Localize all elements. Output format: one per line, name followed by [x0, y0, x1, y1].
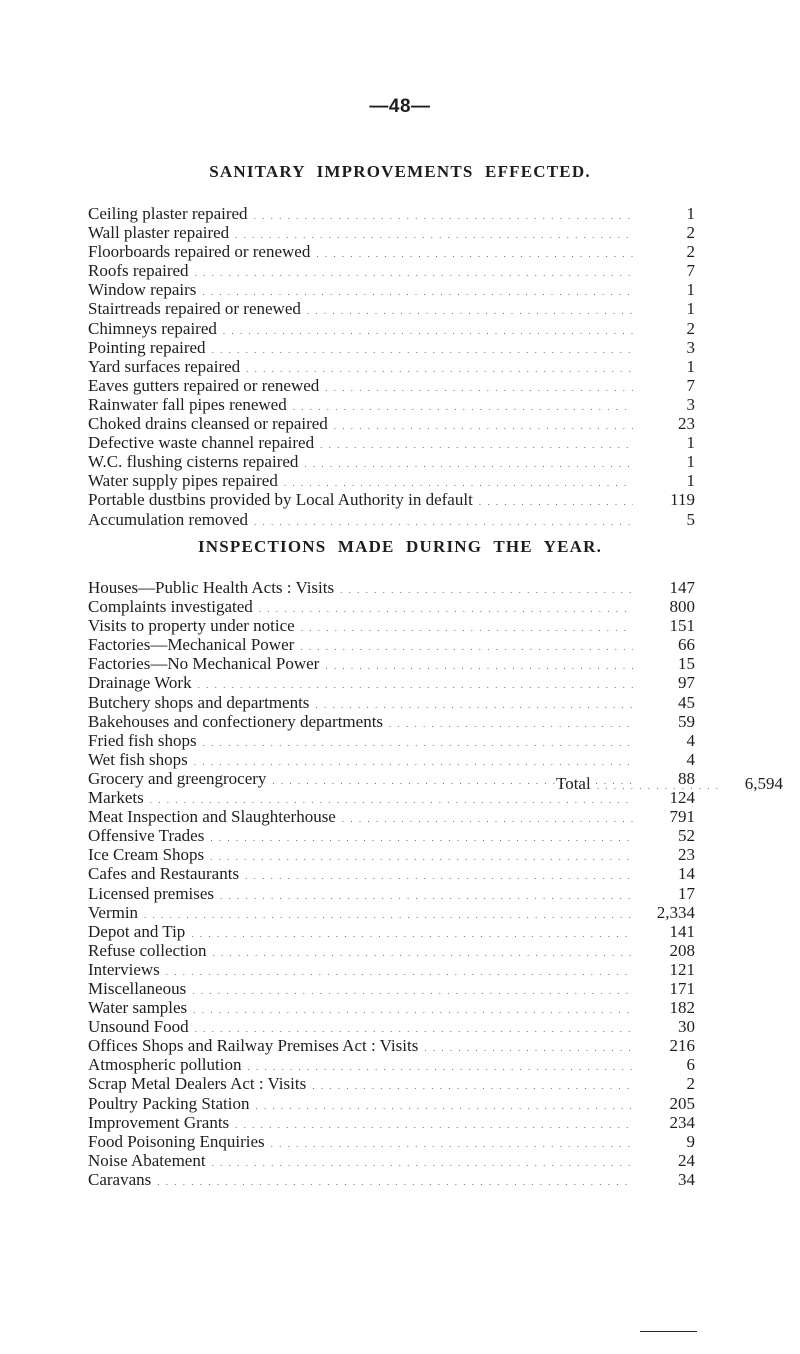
item-value: 17: [678, 883, 695, 903]
item-label: Vermin: [88, 902, 139, 922]
item-label: Wall plaster repaired: [88, 223, 230, 243]
leader-dots: [340, 581, 633, 600]
list-item: [88, 712, 695, 731]
item-value: 1: [686, 471, 695, 491]
leader-dots: [312, 1077, 633, 1096]
list-item: [88, 941, 695, 960]
inspections-heading: INSPECTIONS MADE DURING THE YEAR.: [197, 537, 603, 556]
list-item: [88, 845, 695, 864]
item-value: 2,334: [656, 902, 695, 922]
list-item: [88, 510, 695, 529]
item-label: Noise Abatement: [88, 1150, 206, 1170]
item-value: 208: [669, 940, 695, 960]
item-label: Water samples: [88, 998, 188, 1018]
list-item: [88, 960, 695, 979]
item-value: 182: [669, 998, 695, 1018]
list-item: [88, 490, 695, 509]
item-label: Atmospheric pollution: [88, 1055, 242, 1075]
page-number: —48—: [369, 96, 431, 117]
item-value: 1: [686, 299, 695, 319]
item-value: 7: [686, 375, 695, 395]
item-value: 6: [686, 1055, 695, 1075]
list-item: [88, 338, 695, 357]
leader-dots: [191, 925, 633, 944]
list-item: [88, 204, 695, 223]
item-value: 119: [670, 490, 695, 510]
item-value: 234: [669, 1112, 695, 1132]
leader-dots: [256, 1097, 634, 1116]
leader-dots: [212, 1154, 633, 1173]
list-item: [88, 864, 695, 883]
list-item: [88, 1036, 695, 1055]
leader-dots: [342, 810, 633, 829]
item-value: 30: [678, 1017, 695, 1037]
item-value: 66: [678, 635, 695, 655]
item-label: Poultry Packing Station: [88, 1093, 250, 1113]
item-value: 141: [669, 921, 695, 941]
list-item: [88, 1151, 695, 1170]
item-value: 34: [678, 1169, 695, 1189]
leader-dots: [195, 264, 633, 283]
leader-dots: [144, 906, 633, 925]
leader-dots: [220, 887, 633, 906]
item-label: Unsound Food: [88, 1017, 189, 1037]
leader-dots: [325, 379, 633, 398]
list-item: [88, 242, 695, 261]
leader-dots: [300, 638, 633, 657]
item-value: 23: [678, 845, 695, 865]
item-label: Visits to property under notice: [88, 616, 295, 636]
item-value: 3: [686, 394, 695, 414]
item-value: 14: [678, 864, 695, 884]
total-value: 6,594: [744, 774, 783, 793]
total-label: Total: [556, 774, 591, 793]
item-label: Caravans: [88, 1169, 152, 1189]
list-item: [88, 1170, 695, 1189]
list-item: [88, 1132, 695, 1151]
list-item: [88, 979, 695, 998]
leader-dots: [254, 207, 633, 226]
leader-dots: [245, 867, 633, 886]
item-label: Offensive Trades: [88, 826, 205, 846]
inspections-list: [88, 578, 695, 1189]
list-item: [88, 319, 695, 338]
item-label: Chimneys repaired: [88, 318, 217, 338]
leader-dots: [334, 417, 633, 436]
item-label: Food Poisoning Enquiries: [88, 1131, 265, 1151]
item-value: 9: [686, 1131, 695, 1151]
leader-dots: [389, 715, 633, 734]
item-label: Butchery shops and departments: [88, 692, 310, 712]
item-label: Refuse collection: [88, 940, 207, 960]
item-value: 52: [678, 826, 695, 846]
list-item: [88, 826, 695, 845]
item-label: Portable dustbins provided by Local Authority in default: [88, 490, 473, 510]
list-item: [88, 922, 695, 941]
list-item: [88, 261, 695, 280]
item-value: 800: [669, 597, 695, 617]
item-label: Choked drains cleansed or repaired: [88, 414, 328, 434]
item-label: Rainwater fall pipes renewed: [88, 394, 287, 414]
item-value: 23: [678, 414, 695, 434]
list-item: [88, 635, 695, 654]
list-item: [88, 299, 695, 318]
leader-dots: [193, 1001, 633, 1020]
item-value: 216: [669, 1036, 695, 1056]
leader-dots: [325, 657, 633, 676]
list-item: [88, 807, 695, 826]
list-item: [88, 357, 695, 376]
item-value: 1: [686, 433, 695, 453]
item-value: 97: [678, 673, 695, 693]
list-item: [88, 376, 695, 395]
leader-dots: [235, 1116, 633, 1135]
leader-dots: [210, 829, 633, 848]
item-label: Improvement Grants: [88, 1112, 230, 1132]
item-label: Interviews: [88, 959, 160, 979]
item-label: Fried fish shops: [88, 730, 197, 750]
item-label: Houses—Public Health Acts : Visits: [88, 578, 335, 597]
list-item: [88, 654, 695, 673]
leader-dots: [316, 245, 633, 264]
list-item: [88, 884, 695, 903]
item-label: Ceiling plaster repaired: [88, 204, 248, 223]
item-value: 205: [669, 1093, 695, 1113]
item-value: 2: [686, 223, 695, 243]
item-value: 3: [686, 337, 695, 357]
leader-dots: [210, 848, 633, 867]
leader-dots: [166, 963, 633, 982]
leader-dots: [254, 513, 633, 532]
item-value: 4: [686, 730, 695, 750]
list-item: [88, 433, 695, 452]
leader-dots: [203, 734, 633, 753]
leader-dots: [597, 777, 721, 796]
list-item: [88, 1055, 695, 1074]
leader-dots: [301, 619, 633, 638]
list-item: [88, 1074, 695, 1093]
item-value: 7: [686, 261, 695, 281]
list-item: [88, 998, 695, 1017]
item-value: 2: [686, 318, 695, 338]
list-item: [88, 731, 695, 750]
item-label: Meat Inspection and Slaughterhouse: [88, 807, 336, 827]
item-value: 5: [686, 509, 695, 529]
item-value: 121: [669, 959, 695, 979]
item-value: 1: [686, 280, 695, 300]
leader-dots: [304, 455, 633, 474]
list-item: [88, 452, 695, 471]
list-item: [88, 693, 695, 712]
improvements-list: [88, 204, 695, 529]
list-item: [88, 471, 695, 490]
item-value: 2: [686, 242, 695, 262]
item-value: 791: [669, 807, 695, 827]
item-label: Pointing repaired: [88, 337, 206, 357]
list-item: [88, 1094, 695, 1113]
item-label: Grocery and greengrocery: [88, 768, 267, 788]
leader-dots: [157, 1173, 633, 1192]
list-item: [88, 673, 695, 692]
item-label: W.C. flushing cisterns repaired: [88, 452, 299, 472]
list-item: [88, 395, 695, 414]
item-value: 124: [669, 788, 695, 808]
leader-dots: [271, 1135, 633, 1154]
leader-dots: [212, 341, 633, 360]
item-value: 45: [678, 692, 695, 712]
item-value: 147: [669, 578, 695, 597]
item-label: Bakehouses and confectionery departments: [88, 711, 384, 731]
total-row: [556, 774, 783, 796]
leader-dots: [424, 1039, 633, 1058]
leader-dots: [293, 398, 633, 417]
leader-dots: [307, 302, 633, 321]
item-value: 88: [678, 768, 695, 788]
item-label: Offices Shops and Railway Premises Act : Visits: [88, 1036, 419, 1056]
item-value: 24: [678, 1150, 695, 1170]
list-item: [88, 414, 695, 433]
item-value: 1: [686, 204, 695, 223]
leader-dots: [479, 493, 633, 512]
list-item: [88, 597, 695, 616]
leader-dots: [259, 600, 633, 619]
list-item: [88, 1113, 695, 1132]
item-label: Yard surfaces repaired: [88, 356, 241, 376]
item-value: 1: [686, 356, 695, 376]
item-value: 171: [669, 978, 695, 998]
item-label: Roofs repaired: [88, 261, 189, 281]
item-value: 4: [686, 749, 695, 769]
list-item: [88, 578, 695, 597]
item-value: 2: [686, 1074, 695, 1094]
item-label: Floorboards repaired or renewed: [88, 242, 311, 262]
improvements-heading: SANITARY IMPROVEMENTS EFFECTED.: [209, 162, 591, 181]
leader-dots: [320, 436, 633, 455]
item-label: Depot and Tip: [88, 921, 186, 941]
list-item: [88, 1017, 695, 1036]
total-rule-top: [640, 1331, 697, 1332]
list-item: [88, 616, 695, 635]
leader-dots: [223, 322, 633, 341]
item-label: Cafes and Restaurants: [88, 864, 240, 884]
item-label: Factories—No Mechanical Power: [88, 654, 320, 674]
item-label: Scrap Metal Dealers Act : Visits: [88, 1074, 307, 1094]
list-item: [88, 223, 695, 242]
item-label: Water supply pipes repaired: [88, 471, 278, 491]
item-label: Factories—Mechanical Power: [88, 635, 295, 655]
item-label: Markets: [88, 788, 144, 808]
item-value: 15: [678, 654, 695, 674]
item-value: 1: [686, 452, 695, 472]
item-label: Licensed premises: [88, 883, 215, 903]
list-item: [88, 280, 695, 299]
item-label: Ice Cream Shops: [88, 845, 205, 865]
item-label: Complaints investigated: [88, 597, 253, 617]
list-item: [88, 903, 695, 922]
leader-dots: [192, 982, 633, 1001]
item-label: Wet fish shops: [88, 749, 188, 769]
item-label: Drainage Work: [88, 673, 192, 693]
item-value: 59: [678, 711, 695, 731]
item-label: Miscellaneous: [88, 978, 187, 998]
item-label: Accumulation removed: [88, 509, 249, 529]
item-label: Defective waste channel repaired: [88, 433, 315, 453]
item-value: 151: [669, 616, 695, 636]
item-label: Window repairs: [88, 280, 197, 300]
item-label: Eaves gutters repaired or renewed: [88, 375, 320, 395]
item-label: Stairtreads repaired or renewed: [88, 299, 301, 319]
leader-dots: [213, 944, 634, 963]
list-item: [88, 750, 695, 769]
